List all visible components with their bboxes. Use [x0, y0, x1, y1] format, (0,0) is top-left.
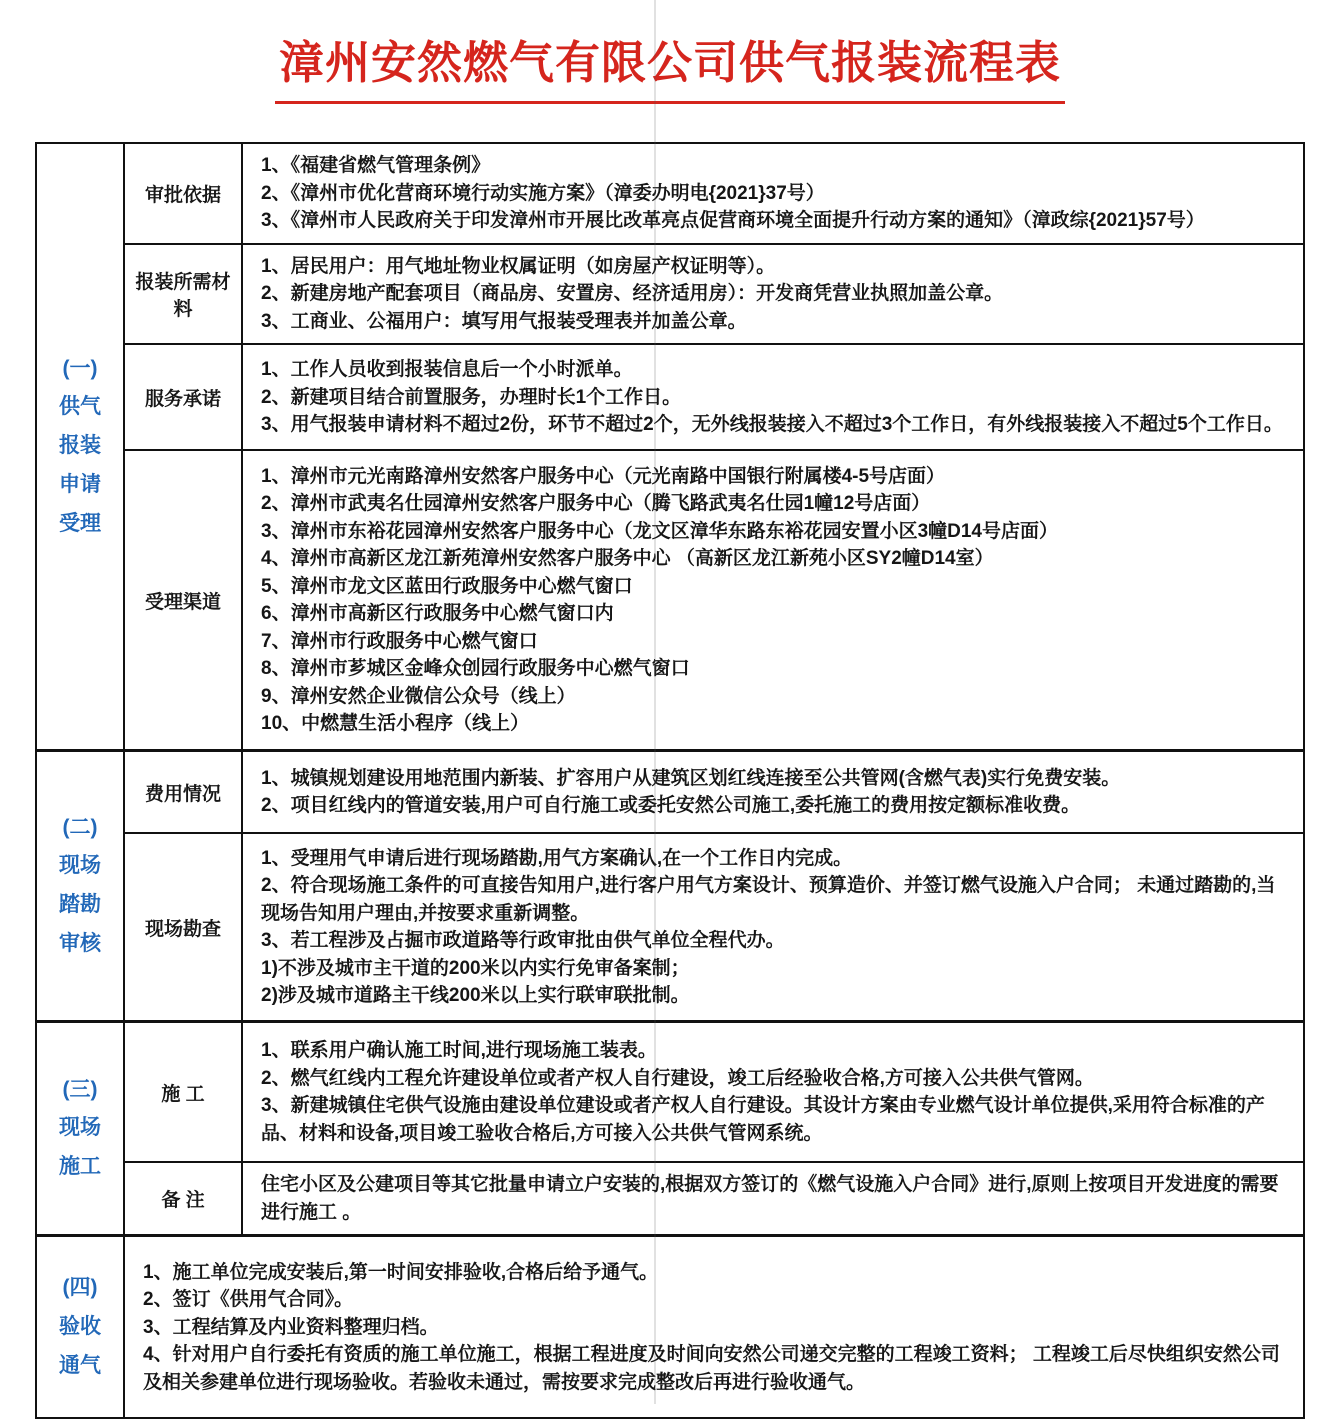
list-item: 1、受理用气申请后进行现场踏勘,用气方案确认,在一个工作日内完成。 — [261, 847, 853, 869]
list-item: 2、签订《供用气合同》。 — [143, 1289, 354, 1311]
list-item: 3、工商业、公福用户：填写用气报装受理表并加盖公章。 — [261, 310, 747, 332]
list-item: 2、符合现场施工条件的可直接告知用户,进行客户用气方案设计、预算造价、并签订燃气设施入户合同； 未通过踏勘的,当现场告知用户理由,并按要求重新调整。 — [261, 875, 1276, 924]
section-label-line: 施工 — [59, 1155, 101, 1179]
list-item: 1、联系用户确认施工时间,进行现场施工装表。 — [261, 1040, 657, 1062]
list-item: 2、漳州市武夷名仕园漳州安然客户服务中心（腾飞路武夷名仕园1幢12号店面） — [261, 493, 931, 515]
row-site-inspection — [125, 832, 1303, 1020]
section-label-line: (三) — [62, 1077, 98, 1101]
page-title: 漳州安然燃气有限公司供气报装流程表 — [275, 26, 1065, 104]
list-item: 8、漳州市芗城区金峰众创园行政服务中心燃气窗口 — [261, 658, 690, 680]
section-label-line: 现场 — [59, 854, 101, 878]
row-header: 费用情况 — [125, 752, 243, 832]
row-content — [243, 144, 1303, 243]
row-header: 服务承诺 — [125, 345, 243, 449]
list-item: 3、用气报装申请材料不超过2份，环节不超过2个，无外线报装接入不超过3个工作日，有外线报装接入不超过5个工作日。 — [261, 414, 1283, 436]
list-item: 5、漳州市龙文区蓝田行政服务中心燃气窗口 — [261, 575, 633, 597]
section-label-line: (二) — [62, 815, 98, 839]
row-construction — [125, 1023, 1303, 1161]
list-item: 1、居民用户：用气地址物业权属证明（如房屋产权证明等）。 — [261, 255, 776, 277]
list-item: 3、《漳州市人民政府关于印发漳州市开展比改革亮点促营商环境全面提升行动方案的通知》（漳政综{2021}57号） — [261, 210, 1205, 232]
row-content — [243, 451, 1303, 749]
section-site-survey — [37, 749, 1303, 1020]
row-header: 受理渠道 — [125, 451, 243, 749]
section-label-line: 申请 — [59, 473, 101, 497]
list-item: 1、城镇规划建设用地范围内新装、扩容用户从建筑区划红线连接至公共管网(含燃气表)实行免费安装。 — [261, 767, 1121, 789]
row-content — [243, 1163, 1303, 1234]
list-item: 3、新建城镇住宅供气设施由建设单位建设或者产权人自行建设。其设计方案由专业燃气设计单位提供,采用符合标准的产品、材料和设备,项目竣工验收合格后,方可接入公共供气管网系统。 — [261, 1095, 1265, 1144]
list-item: 9、漳州安然企业微信公众号（线上） — [261, 685, 576, 707]
row-header: 施 工 — [125, 1023, 243, 1161]
section-label-line: (四) — [62, 1276, 98, 1300]
row-acceptance-channels — [125, 449, 1303, 749]
title-area — [0, 0, 1340, 104]
list-item: 2、新建项目结合前置服务，办理时长1个工作日。 — [261, 386, 682, 408]
section-application-label — [37, 144, 125, 749]
section-acceptance-label — [37, 1237, 125, 1417]
list-item: 1、工作人员收到报装信息后一个小时派单。 — [261, 358, 633, 380]
row-header: 审批依据 — [125, 144, 243, 243]
process-table — [35, 142, 1305, 1419]
row-header: 报装所需材料 — [125, 245, 243, 344]
list-item: 2、新建房地产配套项目（商品房、安置房、经济适用房）：开发商凭营业执照加盖公章。 — [261, 283, 1004, 305]
section-label-line: 踏勘 — [59, 893, 101, 917]
section-label-line: 受理 — [59, 511, 101, 535]
list-item: 1、《福建省燃气管理条例》 — [261, 155, 491, 176]
list-item: 7、漳州市行政服务中心燃气窗口 — [261, 630, 538, 652]
row-acceptance-gas-supply — [125, 1237, 1303, 1417]
list-item: 住宅小区及公建项目等其它批量申请立户安装的,根据双方签订的《燃气设施入户合同》进行,原则上按项目开发进度的需要进行施工 。 — [261, 1174, 1279, 1223]
list-item: 10、中燃慧生活小程序（线上） — [261, 713, 530, 735]
row-content — [243, 1023, 1303, 1161]
row-content — [243, 245, 1303, 344]
list-item: 6、漳州市高新区行政服务中心燃气窗口内 — [261, 603, 614, 625]
list-item: 2)涉及城市道路主干线200米以上实行联审联批制。 — [261, 985, 690, 1007]
list-item: 1、漳州市元光南路漳州安然客户服务中心（元光南路中国银行附属楼4-5号店面） — [261, 465, 946, 487]
list-item: 2、《漳州市优化营商环境行动实施方案》（漳委办明电{2021}37号） — [261, 182, 825, 204]
row-remarks — [125, 1161, 1303, 1234]
list-item: 3、漳州市东裕花园漳州安然客户服务中心（龙文区漳华东路东裕花园安置小区3幢D14号店面） — [261, 520, 1058, 542]
list-item: 1)不涉及城市主干道的200米以内实行免审备案制； — [261, 957, 690, 979]
list-item: 4、漳州市高新区龙江新苑漳州安然客户服务中心 （高新区龙江新苑小区SY2幢D14室） — [261, 548, 994, 570]
row-approval-basis — [125, 144, 1303, 243]
row-header: 现场勘查 — [125, 834, 243, 1020]
row-service-promise — [125, 343, 1303, 449]
section-label-line: 供气 — [59, 395, 101, 419]
section-site-survey-label — [37, 752, 125, 1020]
list-item: 2、项目红线内的管道安装,用户可自行施工或委托安然公司施工,委托施工的费用按定额标准收费。 — [261, 795, 1081, 817]
list-item: 4、针对用户自行委托有资质的施工单位施工，根据工程进度及时间向安然公司递交完整的工程竣工资料； 工程竣工后尽快组织安然公司及相关参建单位进行现场验收。若验收未通过，需按要求完成整改后再进行验收通气。 — [143, 1344, 1280, 1393]
section-label-line: 报装 — [59, 434, 101, 458]
list-item: 2、燃气红线内工程允许建设单位或者产权人自行建设，竣工后经验收合格,方可接入公共供气管网。 — [261, 1067, 1094, 1089]
section-construction — [37, 1020, 1303, 1234]
section-label-line: 通气 — [59, 1353, 101, 1377]
row-content — [243, 834, 1303, 1020]
list-item: 3、工程结算及内业资料整理归档。 — [143, 1316, 439, 1338]
section-label-line: 现场 — [59, 1116, 101, 1140]
row-content — [243, 345, 1303, 449]
row-fees — [125, 752, 1303, 832]
list-item: 3、若工程涉及占掘市政道路等行政审批由供气单位全程代办。 — [261, 930, 785, 952]
row-content — [243, 752, 1303, 832]
section-label-line: 验收 — [59, 1314, 101, 1338]
row-content — [125, 1237, 1303, 1417]
section-acceptance — [37, 1234, 1303, 1417]
row-required-materials — [125, 243, 1303, 344]
section-construction-label — [37, 1023, 125, 1234]
section-application — [37, 144, 1303, 749]
list-item: 1、施工单位完成安装后,第一时间安排验收,合格后给予通气。 — [143, 1261, 659, 1283]
row-header: 备 注 — [125, 1163, 243, 1234]
section-label-line: (一) — [62, 356, 98, 380]
section-label-line: 审核 — [59, 932, 101, 956]
